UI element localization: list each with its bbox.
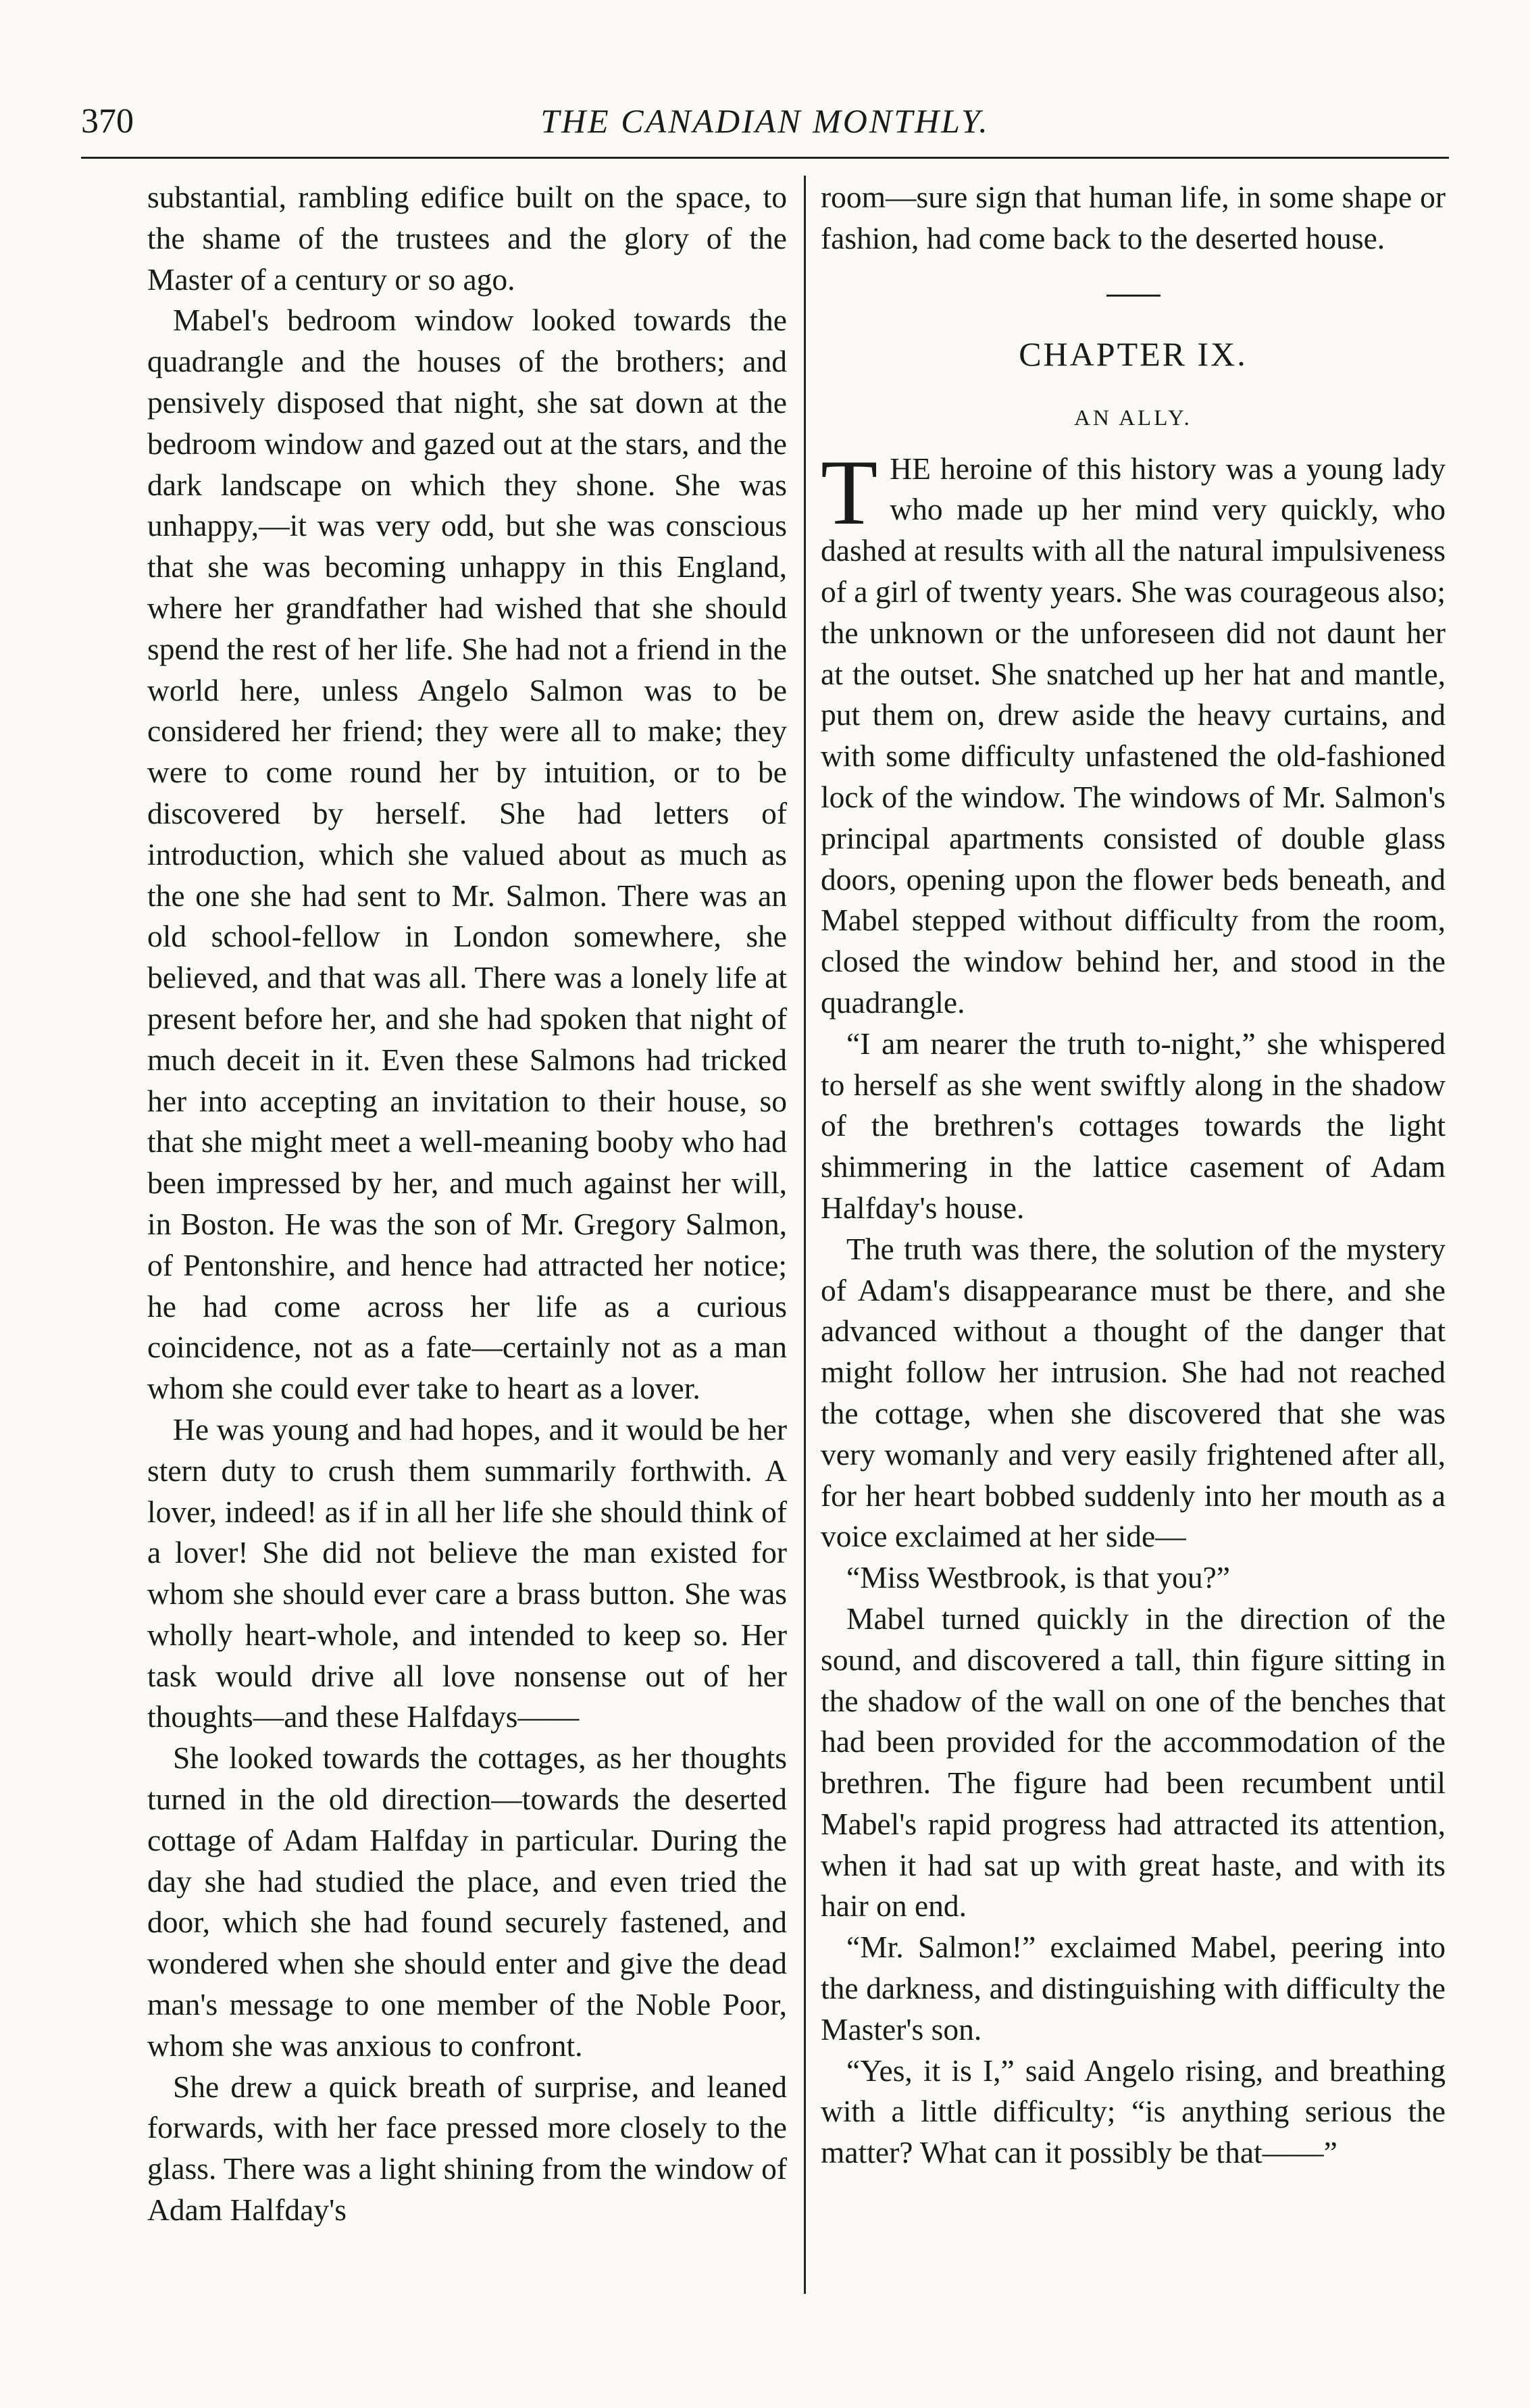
left-column — [147, 177, 787, 2231]
page-header — [81, 95, 1449, 149]
paragraph: She drew a quick breath of surprise, and leaned forwards, with her face pressed more closely to the glass. There was a light shining from the window of Adam Halfday's — [147, 2069, 787, 2228]
page-number: 370 — [81, 102, 134, 141]
paragraph: “Miss Westbrook, is that you?” — [846, 1560, 1230, 1595]
column-divider — [804, 176, 806, 2294]
chapter-subtitle: AN ALLY. — [1074, 405, 1192, 430]
paragraph: Mabel turned quickly in the direction of the sound, and discovered a tall, thin figure sitting in the shadow of the wall on one of the benches that had been provided for the accommodation of the brethren. The figure had been recumbent until Mabel's rapid progress had attracted its attention, when it had sat up with great haste, and with its hair on end. — [821, 1601, 1446, 1924]
first-paragraph — [821, 440, 1446, 1024]
running-title: THE CANADIAN MONTHLY. — [540, 102, 990, 140]
right-column — [821, 177, 1446, 2174]
paragraph: He was young and had hopes, and it would be her stern duty to crush them summarily forthwith. A lover, indeed! as if in all her life she should think of a lover! She did not believe the man existed for whom she should ever care a brass button. She was wholly heart-whole, and intended to keep so. Her task would drive all love nonsense out of her thoughts—and these Halfdays—— — [147, 1411, 787, 1734]
paragraph: “I am nearer the truth to-night,” she whispered to herself as she went swiftly along in the shadow of the brethren's cottages towards the light shimmering in the lattice casement of Adam Halfday's house. — [821, 1026, 1446, 1225]
drop-cap: T — [821, 440, 878, 544]
chapter-title: CHAPTER IX. — [1019, 334, 1248, 373]
paragraph: substantial, rambling edifice built on the space, to the shame of the trustees and the glory of the Master of a century or so ago. — [147, 180, 787, 297]
paragraph: She looked towards the cottages, as her thoughts turned in the old direction—towards the deserted cottage of Adam Halfday in particular. During the day she had studied the place, and even tried the door, which she had found securely fastened, and wondered when she should enter and give the dead man's message to one member of the Noble Poor, whom she was anxious to confront. — [147, 1740, 787, 2063]
paragraph: “Mr. Salmon!” exclaimed Mabel, peering into the darkness, and distinguishing with difficulty the Master's son. — [821, 1930, 1446, 2047]
section-separator — [1106, 295, 1161, 297]
paragraph: “Yes, it is I,” said Angelo rising, and breathing with a little difficulty; “is anything serious the matter? What can it possibly be that——” — [821, 2053, 1446, 2170]
paragraph: The truth was there, the solution of the mystery of Adam's disappearance must be there, and she advanced without a thought of the danger that might follow her intrusion. She had not reached the cottage, when she discovered that she was very womanly and very easily frightened after all, for her heart bobbed suddenly into her mouth as a voice exclaimed at her side— — [821, 1231, 1446, 1554]
first-paragraph-text: HE heroine of this history was a young lady who made up her mind very quickly, who dashed at results with all the natural impulsiveness of a girl of twenty years. She was courageous also; the unknown or the unforeseen did not daunt her at the outset. She snatched up her hat and mantle, put them on, drew aside the heavy curtains, and with some difficulty unfastened the old-fashioned lock of the window. The windows of Mr. Salmon's principal apartments consisted of double glass doors, opening upon the flower beds beneath, and Mabel stepped without difficulty from the room, closed the window behind her, and stood in the quadrangle. — [821, 451, 1446, 1020]
paragraph: Mabel's bedroom window looked towards the quadrangle and the houses of the brothers; and pensively disposed that night, she sat down at the bedroom window and gazed out at the stars, and the dark landscape on which they shone. She was unhappy,—it was very odd, but she was conscious that she was becoming unhappy in this England, where her grandfather had wished that she should spend the rest of her life. She had not a friend in the world here, unless Angelo Salmon was to be considered her friend; they were all to make; they were to come round her by intuition, or to be discovered by herself. She had letters of introduction, which she valued about as much as the one she had sent to Mr. Salmon. There was an old school-fellow in London somewhere, she believed, and that was all. There was a lonely life at present before her, and she had spoken that night of much deceit in it. Even these Salmons had tricked her into accepting an invitation to their house, so that she might meet a well-meaning booby who had been impressed by her, and much against her will, in Boston. He was the son of Mr. Gregory Salmon, of Pentonshire, and hence had attracted her notice; he had come across her life as a curious coincidence, not as a fate—certainly not as a man whom she could ever take to heart as a lover. — [147, 303, 787, 1406]
header-rule — [81, 157, 1449, 159]
paragraph: room—sure sign that human life, in some shape or fashion, had come back to the deserted house. — [821, 180, 1446, 255]
